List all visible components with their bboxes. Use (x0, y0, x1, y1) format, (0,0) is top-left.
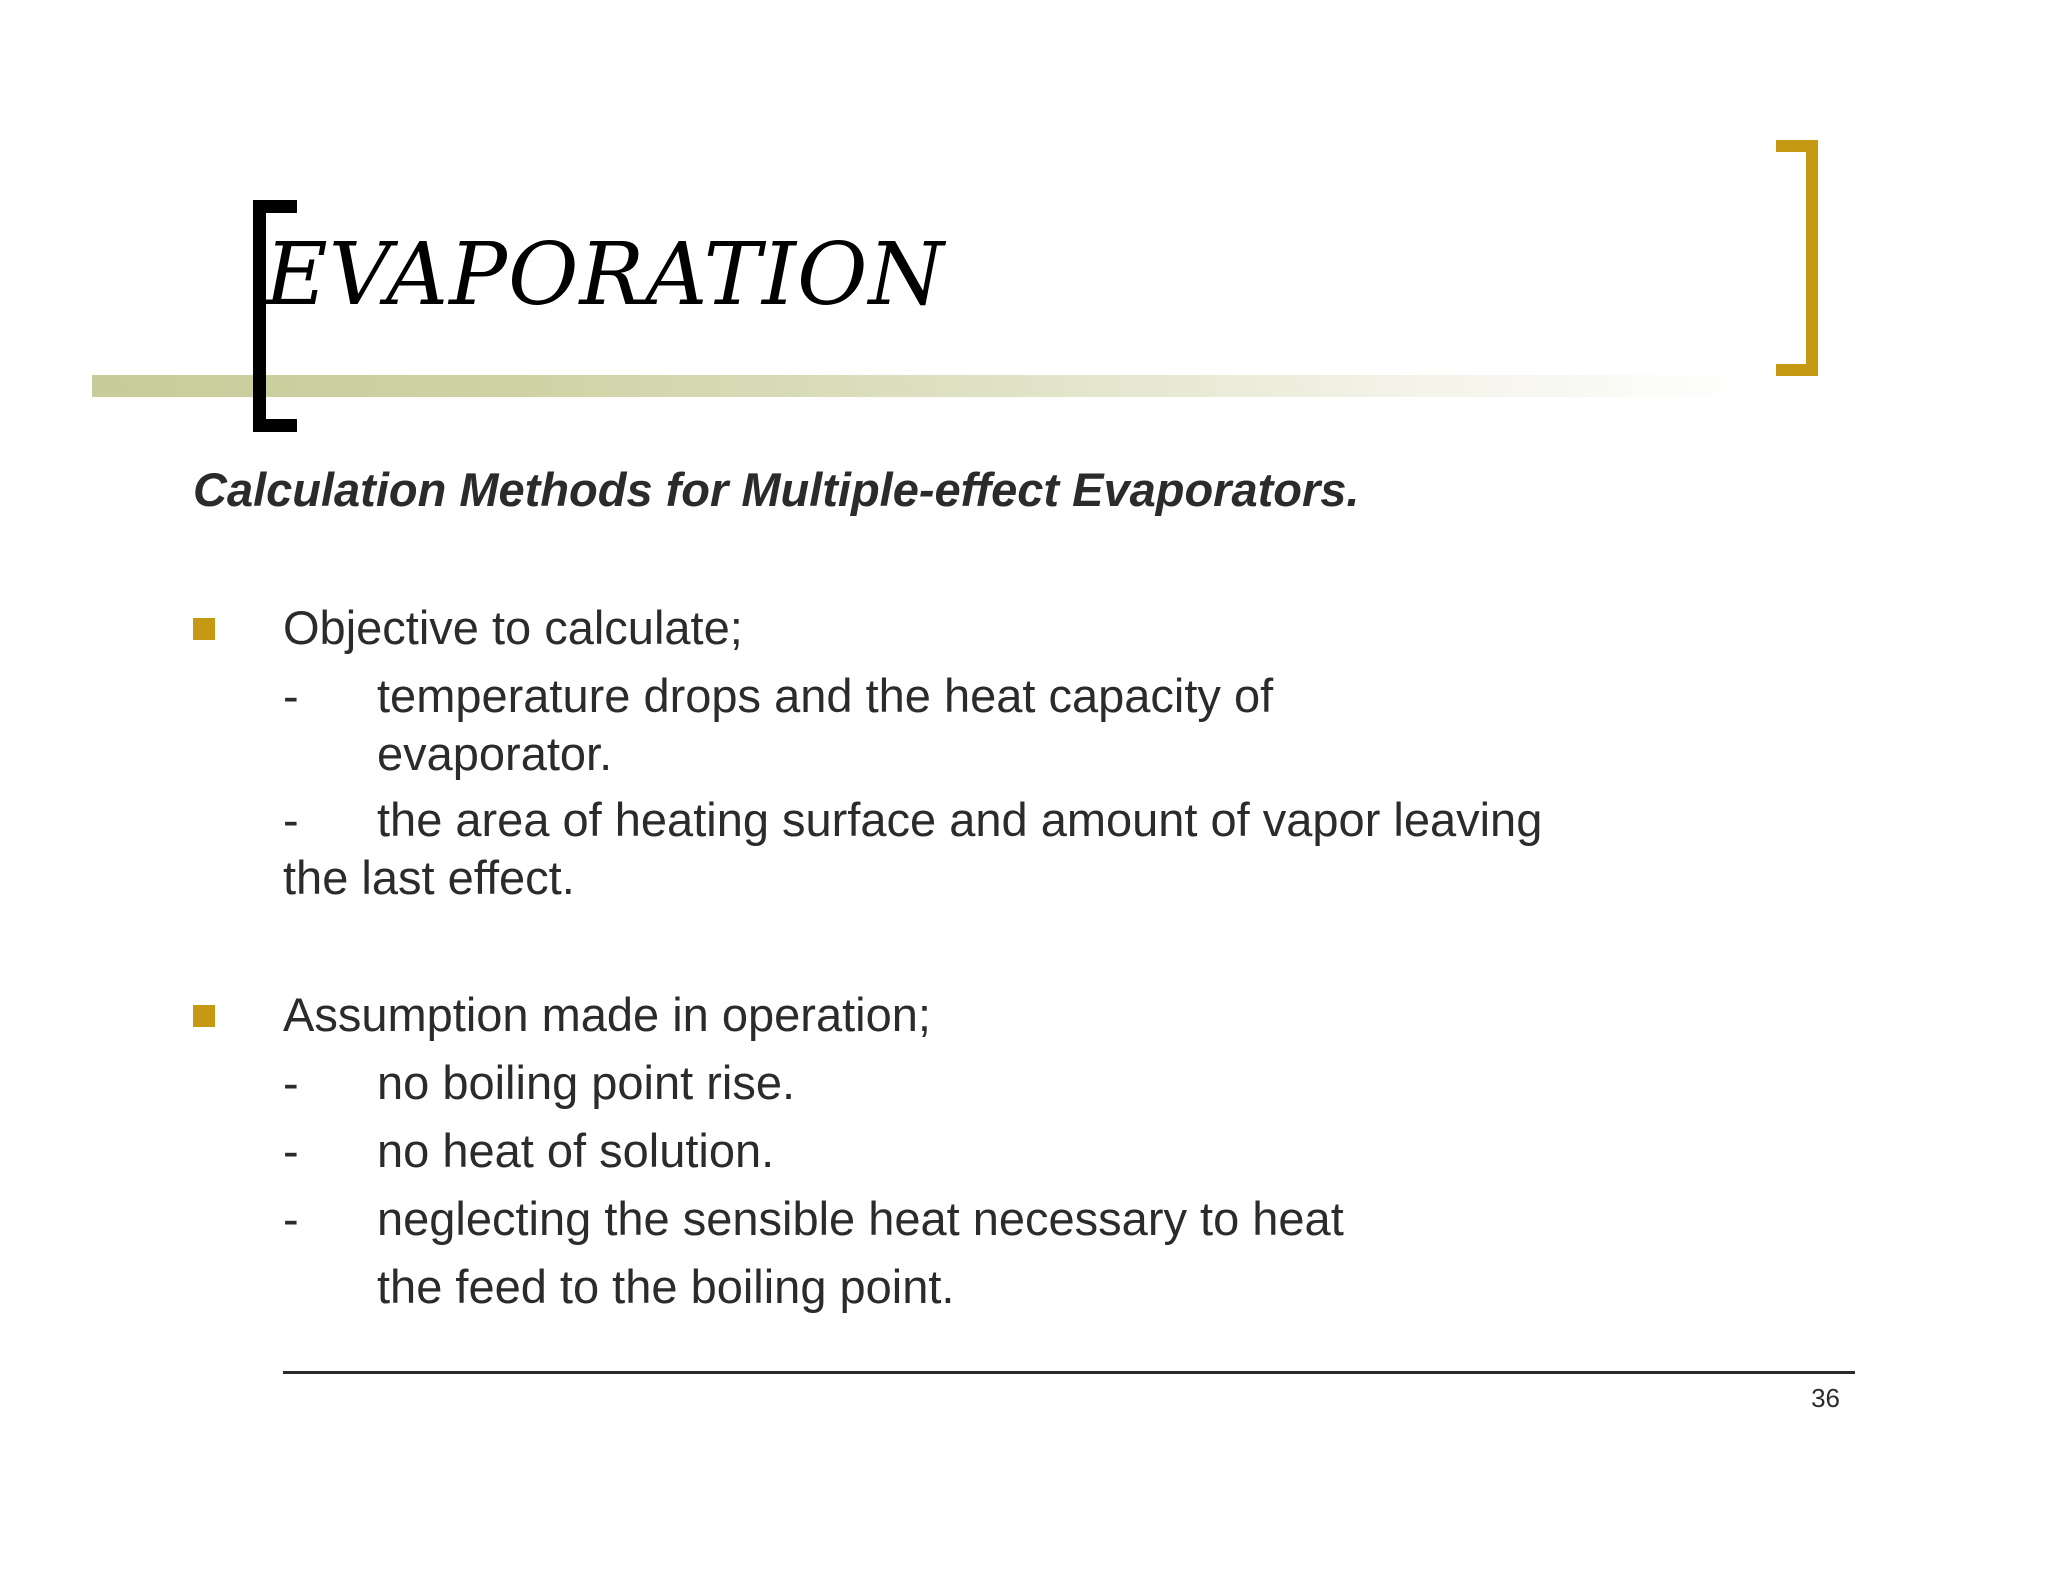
section-heading-assumption: Assumption made in operation; (283, 988, 931, 1041)
list-item: the area of heating surface and amount of vapor leaving (377, 793, 1543, 846)
page-number: 36 (1811, 1383, 1840, 1413)
right-bracket-decoration (1776, 140, 1818, 376)
list-dash: - (283, 793, 299, 846)
footer-divider (283, 1371, 1855, 1374)
list-item-continuation: evaporator. (377, 727, 613, 780)
title-band (92, 375, 1762, 397)
slide-subtitle: Calculation Methods for Multiple-effect Evaporators. (193, 463, 1360, 516)
list-dash: - (283, 1192, 299, 1245)
list-item: no heat of solution. (377, 1124, 775, 1177)
bullet-square-icon (193, 1005, 215, 1027)
list-dash: - (283, 1124, 299, 1177)
slide-title: EVAPORATION (265, 225, 945, 325)
section-heading-objective: Objective to calculate; (283, 601, 743, 654)
list-item: neglecting the sensible heat necessary to heat (377, 1192, 1344, 1245)
list-dash: - (283, 1056, 299, 1109)
list-item: temperature drops and the heat capacity of (377, 669, 1274, 722)
list-item: no boiling point rise. (377, 1056, 796, 1109)
list-item-continuation: the last effect. (283, 851, 575, 904)
bullet-square-icon (193, 618, 215, 640)
list-item-continuation: the feed to the boiling point. (377, 1260, 955, 1313)
list-dash: - (283, 669, 299, 722)
